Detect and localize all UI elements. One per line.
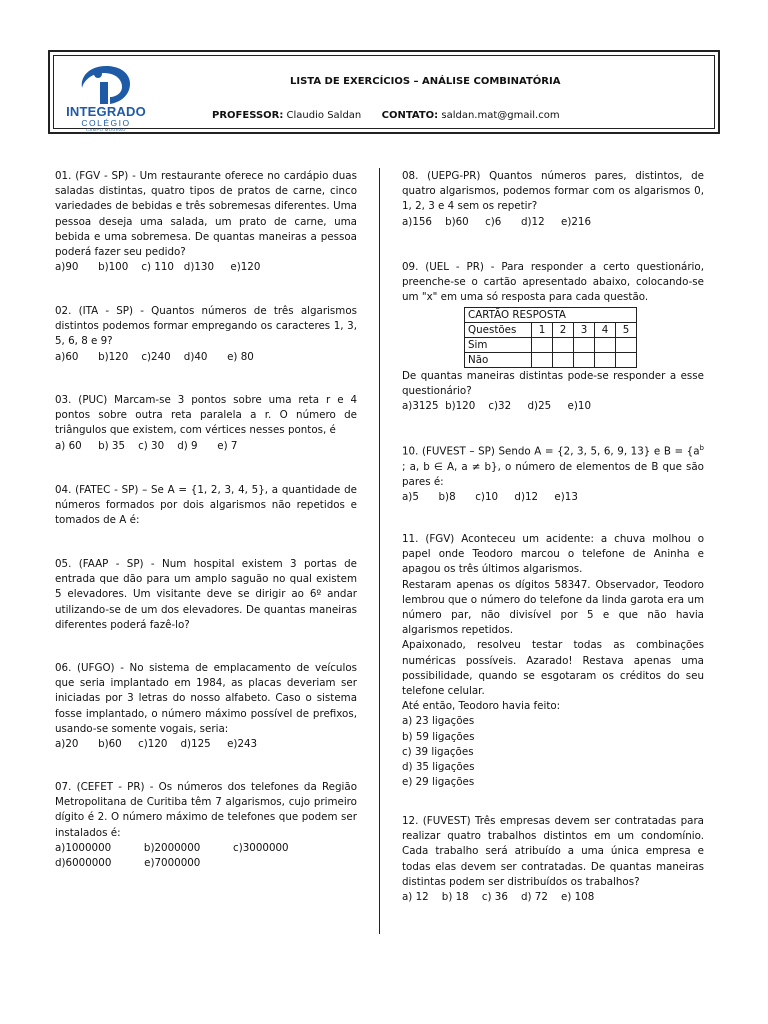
header-box	[48, 50, 720, 134]
question-09	[402, 260, 704, 414]
option-item: e) 29 ligações	[402, 776, 475, 789]
logo-wordmark: INTEGRADO	[66, 104, 146, 119]
question-text-part: 10. (FUVEST – SP) Sendo A = {2, 3, 5, 6, 9, 13} e B = {a	[402, 445, 700, 458]
answer-card-header: Questões	[465, 322, 532, 337]
option-item: b) 59 ligações	[402, 730, 475, 743]
question-06	[55, 661, 357, 752]
question-text: 07. (CEFET - PR) - Os números dos telefones da Região Metropolitana de Curitiba têm 7 algarismos, cujo primeiro dígito é 2. O número máximo de telefones que podem ser instalados é:	[55, 781, 357, 839]
question-text: Até então, Teodoro havia feito:	[402, 700, 561, 713]
answer-cell	[595, 352, 616, 367]
question-02	[55, 304, 357, 365]
answer-cell	[616, 337, 637, 352]
question-text: 12. (FUVEST) Três empresas devem ser contratadas para realizar quatro trabalhos distintos em um condomínio. Cada trabalho será atribuído a uma única empresa e todas elas devem ser contratadas. De quantas maneiras distintas podem ser distribuídos os trabalhos?	[402, 815, 704, 888]
contact-label: CONTATO:	[381, 110, 439, 121]
question-options: a)5 b)8 c)10 d)12 e)13	[402, 491, 578, 504]
question-10	[402, 441, 704, 505]
question-05	[55, 557, 357, 633]
answer-cell	[532, 352, 553, 367]
question-options: a) 60 b) 35 c) 30 d) 9 e) 7	[55, 439, 238, 452]
option-item: d) 35 ligações	[402, 761, 475, 774]
answer-card-col: 3	[574, 322, 595, 337]
answer-card-col: 2	[553, 322, 574, 337]
professor-label: PROFESSOR:	[212, 110, 284, 121]
superscript: b	[699, 444, 704, 452]
option-item: c) 39 ligações	[402, 745, 474, 758]
answer-cell	[595, 337, 616, 352]
question-text: 11. (FGV) Aconteceu um acidente: a chuva molhou o papel onde Teodoro marcou o telefone de Aninha e apagou os três últimos algarismos.	[402, 533, 704, 576]
answer-cell	[553, 352, 574, 367]
question-text: 05. (FAAP - SP) - Num hospital existem 3 portas de entrada que dão para um amplo saguão no qual existem 5 elevadores. Um visitante deve se dirigir ao 6º andar utilizando-se de um dos elevadores. De quantas maneiras diferentes poderá fazê-lo?	[55, 558, 357, 631]
answer-card-table	[464, 307, 637, 368]
question-text-after: De quantas maneiras distintas pode-se responder a esse questionário?	[402, 369, 704, 397]
answer-card-row-label: Não	[465, 352, 532, 367]
question-options: a)1000000 b)2000000 c)3000000 d)6000000 e)7000000	[55, 841, 289, 870]
question-03	[55, 393, 357, 454]
question-options: a)20 b)60 c)120 d)125 e)243	[55, 738, 258, 751]
answer-card-title: CARTÃO RESPOSTA	[465, 307, 637, 322]
answer-card-col: 5	[616, 322, 637, 337]
logo-subtitle: COLÉGIO	[81, 118, 131, 128]
answer-cell	[574, 352, 595, 367]
question-options: a) 12 b) 18 c) 36 d) 72 e) 108	[402, 891, 595, 904]
question-text: 02. (ITA - SP) - Quantos números de três algarismos distintos podemos formar empregando os caracteres 1, 3, 5, 6, 8 e 9?	[55, 305, 357, 348]
answer-card-col: 4	[595, 322, 616, 337]
question-text: Apaixonado, resolveu testar todas as combinações numéricas possíveis. Azarado! Restava apenas uma possibilidade, quando se esgotaram os créditos do seu telefone celular.	[402, 639, 704, 698]
question-options: a)3125 b)120 c)32 d)25 e)10	[402, 400, 591, 413]
question-07	[55, 780, 357, 871]
question-text: 08. (UEPG-PR) Quantos números pares, distintos, de quatro algarismos, podemos formar com os algarismos 0, 1, 2, 3 e 4 sem os repetir?	[402, 170, 704, 213]
question-text: 09. (UEL - PR) - Para responder a certo questionário, preenche-se o cartão apresentado abaixo, colocando-se um "x" em uma só resposta para cada questão.	[402, 261, 704, 304]
logo-symbol-icon	[60, 60, 152, 106]
header-inner-border	[53, 55, 715, 132]
question-text: Restaram apenas os dígitos 58347. Observador, Teodoro lembrou que o número do telefone da linda garota era um número par, não divisível por 5 e que não havia algarismos repetidos.	[402, 578, 704, 637]
question-text: 04. (FATEC - SP) – Se A = {1, 2, 3, 4, 5}, a quantidade de números formados por dois algarismos não repetidos e tomados de A é:	[55, 484, 357, 527]
question-12	[402, 814, 704, 905]
logo-subtitle-2: CAMPO MOURÃO	[86, 127, 126, 132]
question-text: 06. (UFGO) - No sistema de emplacamento de veículos que seria implantado em 1984, as placas deveriam ser iniciadas por 3 letras do nosso alfabeto. Caso o sistema fosse implantado, o número máximo possível de prefixos, usando-se somente vogais, seria:	[55, 662, 357, 735]
school-logo	[60, 60, 152, 132]
answer-cell	[532, 337, 553, 352]
question-text	[402, 441, 704, 490]
professor-line	[212, 110, 560, 121]
page-title: LISTA DE EXERCÍCIOS – ANÁLISE COMBINATÓRIA	[290, 76, 561, 87]
question-01	[55, 169, 357, 275]
answer-cell	[553, 337, 574, 352]
answer-cell	[574, 337, 595, 352]
answer-cell	[616, 352, 637, 367]
answer-card-col: 1	[532, 322, 553, 337]
question-options: a)156 b)60 c)6 d)12 e)216	[402, 215, 591, 228]
question-options: a)90 b)100 c) 110 d)130 e)120	[55, 261, 261, 274]
column-divider	[379, 168, 380, 934]
professor-name: Claudio Saldan	[286, 110, 362, 121]
answer-card-row-label: Sim	[465, 337, 532, 352]
question-04	[55, 483, 357, 529]
question-text: 03. (PUC) Marcam-se 3 pontos sobre uma reta r e 4 pontos sobre outra reta paralela a r. O número de triângulos que existem, com vértices nesses pontos, é	[55, 394, 357, 437]
question-11	[402, 532, 704, 790]
option-item: a) 23 ligações	[402, 715, 475, 728]
contact-email: saldan.mat@gmail.com	[441, 110, 560, 121]
question-text: 01. (FGV - SP) - Um restaurante oferece no cardápio duas saladas distintas, quatro tipos de pratos de carne, cinco variedades de bebidas e três sobremesas diferentes. Uma pessoa deseja uma salada, um prato de carne, uma bebida e uma sobremesa. De quantas maneiras a pessoa poderá fazer seu pedido?	[55, 170, 357, 259]
question-options: a)60 b)120 c)240 d)40 e) 80	[55, 350, 254, 363]
question-08	[402, 169, 704, 230]
question-text-part: ; a, b ∈ A, a ≠ b}, o número de elementos de B que são pares é:	[402, 460, 704, 488]
